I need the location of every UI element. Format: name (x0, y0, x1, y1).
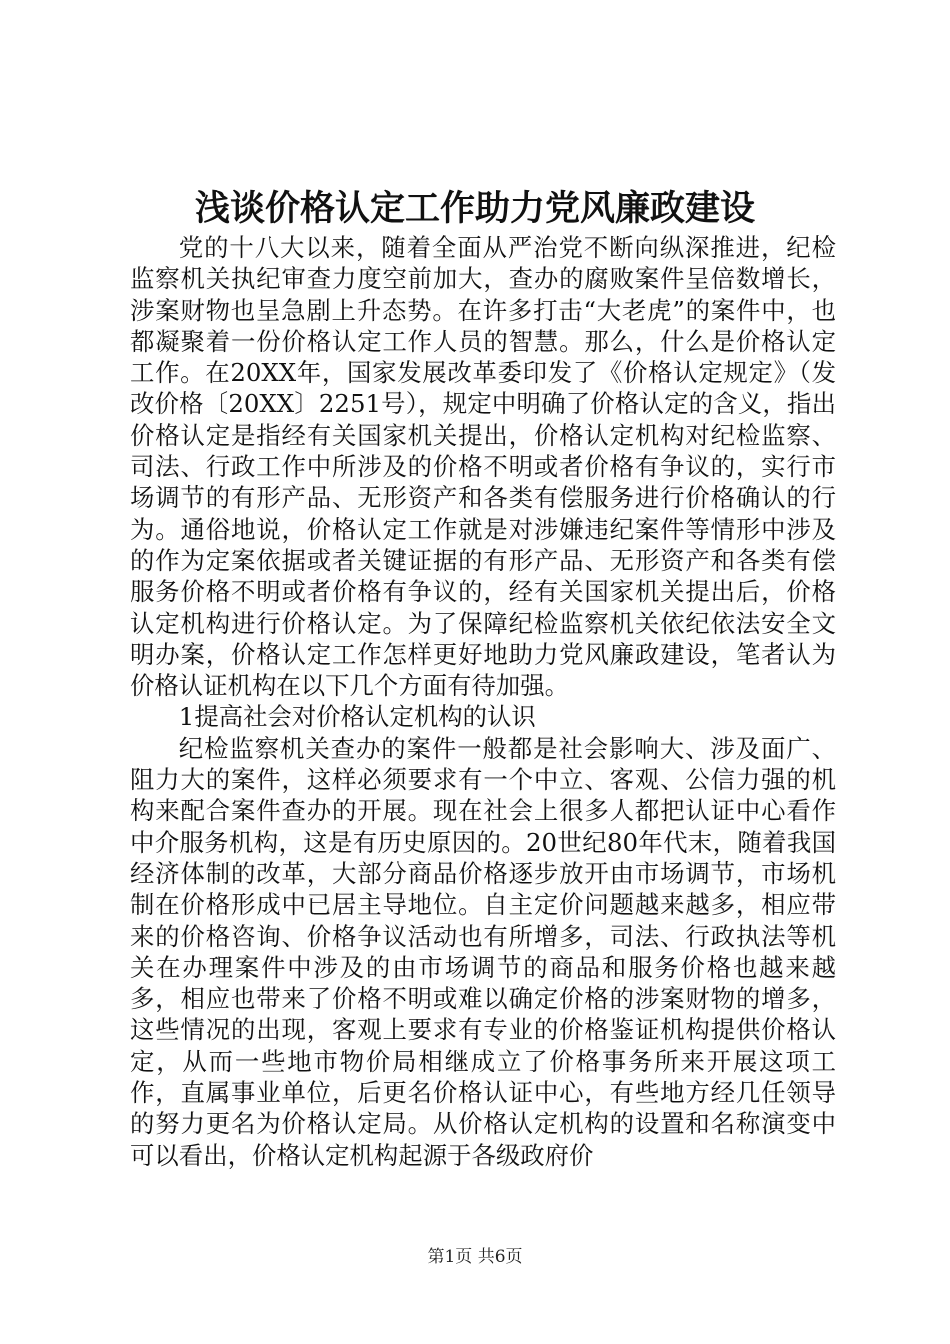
document-title: 浅谈价格认定工作助力党风廉政建设 (194, 188, 755, 229)
page-footer: 第1页 共6页 (427, 1247, 523, 1267)
paragraph-intro: 党的十八大以来，随着全面从严治党不断向纵深推进，纪检监察机关执纪审查力度空前加大，查办的腐败案件呈倍数增长，涉案财物也呈急剧上升态势。在许多打击“大老虎”的案件中，也都凝聚着一份价格认定工作人员的智慧。那么，什么是价格认定工作。在20XX年，国家发展改革委印发了《价格认定规定》（发改价格〔20XX〕2251号），规定中明确了价格认定的含义，指出价格认定是指经有关国家机关提出，价格认定机构对纪检监察、司法、行政工作中所涉及的价格不明或者价格有争议的，实行市场调节的有形产品、无形资产和各类有偿服务进行价格确认的行为。通俗地说，价格认定工作就是对涉嫌违纪案件等情形中涉及的作为定案依据或者关键证据的有形产品、无形资产和各类有偿服务价格不明或者价格有争议的，经有关国家机关提出后，价格认定机构进行价格认定。为了保障纪检监察机关依纪依法安全文明办案，价格认定工作怎样更好地助力党风廉政建设，笔者认为价格认证机构在以下几个方面有待加强。 (130, 233, 836, 701)
document-body (130, 232, 836, 1171)
paragraph-section-1: 纪检监察机关查办的案件一般都是社会影响大、涉及面广、阻力大的案件，这样必须要求有一个中立、客观、公信力强的机构来配合案件查办的开展。现在社会上很多人都把认证中心看作中介服务机构，这是有历史原因的。20世纪80年代末，随着我国经济体制的改革，大部分商品价格逐步放开由市场调节，市场机制在价格形成中已居主导地位。自主定价问题越来越多，相应带来的价格咨询、价格争议活动也有所增多，司法、行政执法等机关在办理案件中涉及的由市场调节的商品和服务价格也越来越多，相应也带来了价格不明或难以确定价格的涉案财物的增多，这些情况的出现，客观上要求有专业的价格鉴证机构提供价格认定，从而一些地市物价局相继成立了价格事务所来开展这项工作，直属事业单位，后更名价格认证中心，有些地方经几任领导的努力更名为价格认定局。从价格认定机构的设置和名称演变中可以看出，价格认定机构起源于各级政府价 (130, 733, 836, 1170)
section-heading-1: 1提高社会对价格认定机构的认识 (178, 702, 536, 732)
